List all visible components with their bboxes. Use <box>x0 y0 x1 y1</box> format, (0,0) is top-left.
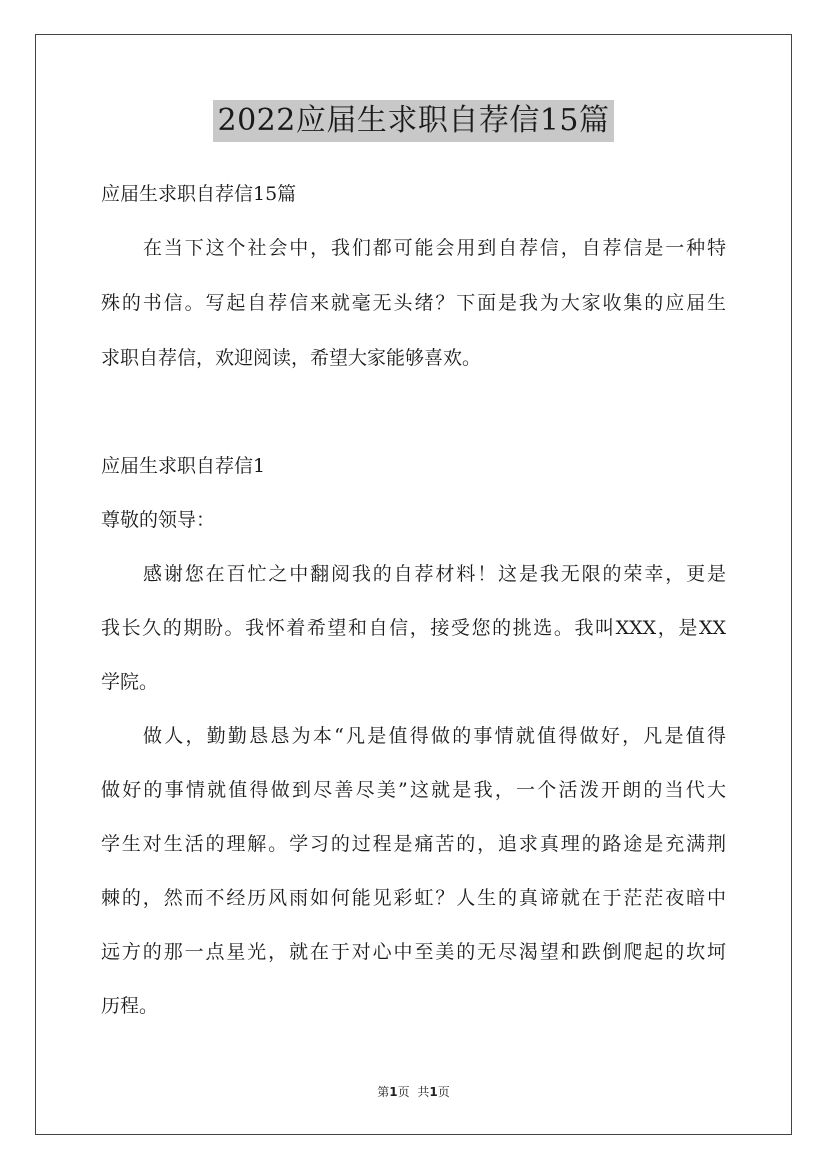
total-prefix: 共 <box>417 1085 430 1099</box>
document-title-text: 2022应届生求职自荐信15篇 <box>213 100 613 142</box>
body-line-9: 历程。 <box>101 995 159 1017</box>
body-line-8: 远方的那一点星光，就在于对心中至美的无尽渴望和跌倒爬起的坎坷 <box>101 941 726 963</box>
page-number: 1 <box>389 1085 398 1099</box>
body-line-7: 棘的，然而不经历风雨如何能见彩虹？人生的真谛就在于茫茫夜暗中 <box>101 887 726 909</box>
salutation: 尊敬的领导： <box>101 509 216 531</box>
body-line-4: 做人，勤勤恳恳为本“凡是值得做的事情就值得做好，凡是值得 <box>143 725 726 747</box>
body-line-1: 感谢您在百忙之中翻阅我的自荐材料！这是我无限的荣幸，更是 <box>143 563 726 585</box>
intro-line-1: 在当下这个社会中，我们都可能会用到自荐信，自荐信是一种特 <box>143 237 726 259</box>
intro-line-3: 求职自荐信，欢迎阅读，希望大家能够喜欢。 <box>101 347 482 369</box>
section-heading: 应届生求职自荐信1 <box>101 455 266 477</box>
total-pages: 1 <box>429 1085 438 1099</box>
page-suffix: 页 <box>397 1085 410 1099</box>
page-footer <box>0 1083 827 1100</box>
body-line-5: 做好的事情就值得做到尽善尽美”这就是我，一个活泼开朗的当代大 <box>101 779 726 801</box>
body-line-6: 学生对生活的理解。学习的过程是痛苦的，追求真理的路途是充满荆 <box>101 833 726 855</box>
body-line-3: 学院。 <box>101 671 159 693</box>
document-title <box>0 100 827 142</box>
subtitle-line: 应届生求职自荐信15篇 <box>101 183 297 205</box>
total-suffix: 页 <box>437 1085 450 1099</box>
intro-line-2: 殊的书信。写起自荐信来就毫无头绪？下面是我为大家收集的应届生 <box>101 292 726 314</box>
page-prefix: 第 <box>377 1085 390 1099</box>
body-line-2: 我长久的期盼。我怀着希望和自信，接受您的挑选。我叫XXX，是XX <box>101 617 726 639</box>
